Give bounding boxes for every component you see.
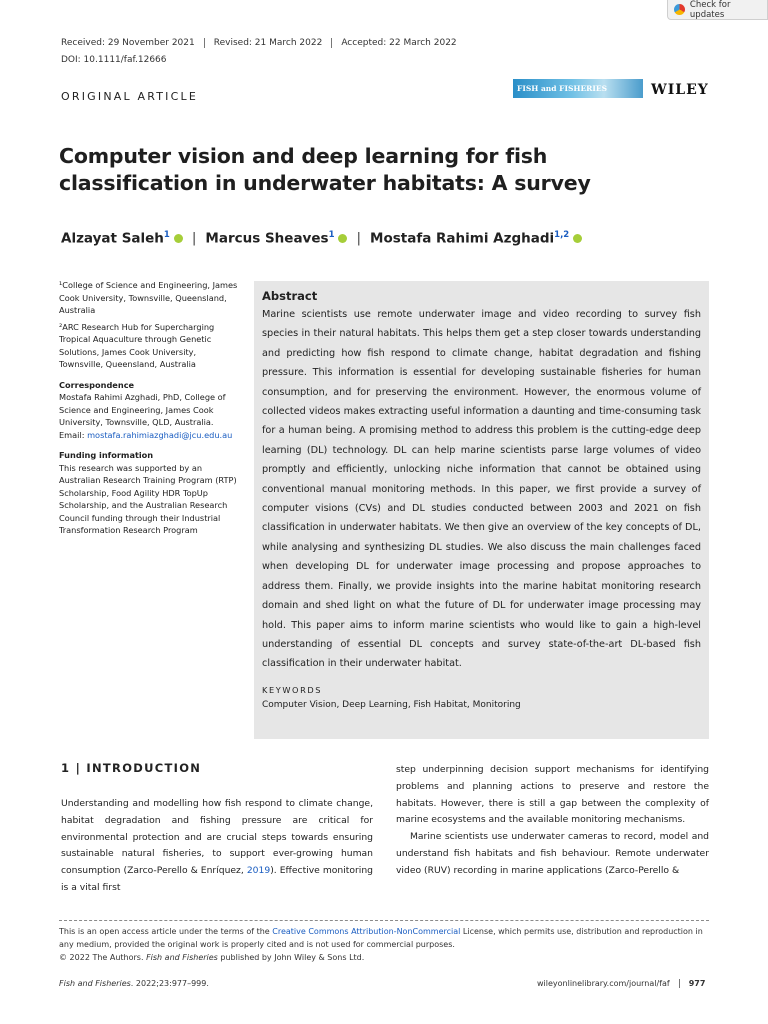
orcid-icon[interactable] <box>174 234 183 243</box>
correspondence-text: Mostafa Rahimi Azghadi, PhD, College of Science and Engineering, James Cook University, Townsville, QLD, Australia. Email: mostafa.rahimiazghadi@jcu.edu.au <box>59 392 233 440</box>
funding-heading: Funding information <box>59 450 154 460</box>
crossmark-icon <box>674 4 685 15</box>
license-link[interactable]: Creative Commons Attribution-NonCommercial <box>272 927 461 936</box>
author-name[interactable]: Mostafa Rahimi Azghadi$^{1,2}$ <box>370 230 570 247</box>
journal-logo <box>513 79 643 98</box>
footer-right <box>537 979 705 988</box>
keywords-list: Computer Vision, Deep Learning, Fish Habitat, Monitoring <box>262 699 521 710</box>
license-notice: This is an open access article under the terms of the Creative Commons Attribution-NonCommercial License, which permits use, distribution and reproduction in any medium, provided the original work is properly cited and is not used for commercial purposes. © 2022 The Authors. Fish and Fisheries published by John Wiley & Sons Ltd. <box>59 926 714 964</box>
author-list <box>61 230 582 247</box>
keywords-heading: KEYWORDS <box>262 684 323 695</box>
body-paragraph: Understanding and modelling how fish respond to climate change, habitat degradation and fishing pressure are critical for environmental protection and are crucial steps towards ensuring sustainable natural fisheries, to support ever-growing human consumption (Zarco-Perello & Enríquez, 2019). Effective monitoring is a vital first <box>61 798 373 893</box>
article-title: Computer vision and deep learning for fish classification in underwater habitats: A survey <box>59 144 591 195</box>
history-dates <box>61 38 466 48</box>
body-column-right <box>396 762 709 880</box>
email-link[interactable]: mostafa.rahimiazghadi@jcu.edu.au <box>87 429 233 440</box>
citation-link[interactable]: 2019 <box>246 865 271 877</box>
abstract-box <box>254 281 709 739</box>
article-type: ORIGINAL ARTICLE <box>61 90 198 103</box>
footer-divider <box>59 920 709 921</box>
author-name[interactable]: Marcus Sheaves$^1$ <box>205 230 335 247</box>
orcid-icon[interactable] <box>573 234 582 243</box>
body-paragraph: Marine scientists use underwater cameras to record, model and understand fish habitats and fish behaviour. Remote underwater video (RUV) recording in marine applications (Zarco-Perello & <box>396 831 709 876</box>
copyright-line: © 2022 The Authors. Fish and Fisheries published by John Wiley & Sons Ltd. <box>59 952 365 962</box>
check-for-updates-button[interactable] <box>667 0 768 20</box>
received-date: Received: 29 November 2021 <box>61 38 195 48</box>
author-separator: | <box>356 230 362 247</box>
check-for-updates-label: Check for updates <box>689 0 731 20</box>
article-sidebar <box>59 279 241 541</box>
accepted-date: Accepted: 22 March 2022 <box>331 38 465 48</box>
author-name[interactable]: Alzayat Saleh$^1$ <box>61 230 170 247</box>
section-heading-introduction: 1 | INTRODUCTION <box>61 761 202 775</box>
correspondence-heading: Correspondence <box>59 379 135 390</box>
doi[interactable]: DOI: 10.1111/faf.12666 <box>61 55 167 65</box>
orcid-icon[interactable] <box>338 234 347 243</box>
funding-text: This research was supported by an Australian Research Training Program (RTP) Scholarship, Food Agility HDR TopUp Scholarship, and the Australian Research Council funding through their Industrial Transformation Research Program <box>59 462 237 535</box>
abstract-text: Marine scientists use remote underwater image and video recording to survey fish species in their natural habitats. This helps them get a step closer towards understanding and predicting how fish respond to climate change, habitat degradation and fishing pressure. This information is essential for developing sustainable fisheries for human consumption, and for preserving the environment. However, the enormous volume of collected videos makes extracting useful information a daunting and time-consuming task for a human being. A promising method to address this problem is the cutting-edge deep learning (DL) technology. DL can help marine scientists parse large volumes of video promptly and efficiently, unlocking niche information that cannot be obtained using conventional manual monitoring methods. In this paper, we first provide a survey of computer visions (CVs) and DL studies conducted between 2003 and 2021 on fish classification in underwater habitats. We then give an overview of the key concepts of DL, while analysing and synthesizing DL studies. We also discuss the main challenges faced when developing DL for underwater image processing and propose approaches to address them. Finally, we provide insights into the marine habitat monitoring research domain and shed light on what the future of DL for underwater image processing may hold. This paper aims to inform marine scientists who would like to gain a high-level understanding of essential DL concepts and survey state-of-the-art DL-based fish classification in their underwater habitat. <box>262 309 701 670</box>
journal-citation: Fish and Fisheries. 2022;23:977–999. <box>59 979 209 988</box>
affiliation-2: ²ARC Research Hub for Supercharging Tropical Aquaculture through Genetic Solutions, James Cook University, Townsville, Queensland, Australia <box>59 321 215 369</box>
affiliation-1: ¹College of Science and Engineering, James Cook University, Townsville, Queensland, Australia <box>59 280 238 315</box>
body-column-left <box>61 796 373 897</box>
revised-date: Revised: 21 March 2022 <box>204 38 332 48</box>
journal-logo-text: FISH and FISHERIES <box>517 84 608 93</box>
journal-url[interactable]: wileyonlinelibrary.com/journal/faf <box>537 979 670 988</box>
publisher-logo: WILEY <box>651 82 709 98</box>
body-paragraph: step underpinning decision support mechanisms for identifying problems and planning actions to preserve and restore the habitats. However, there is still a gap between the complexity of marine ecosystems and the available monitoring mechanisms. <box>396 764 709 826</box>
abstract-heading: Abstract <box>262 289 318 303</box>
page-number: 977 <box>679 979 706 988</box>
author-separator: | <box>191 230 197 247</box>
